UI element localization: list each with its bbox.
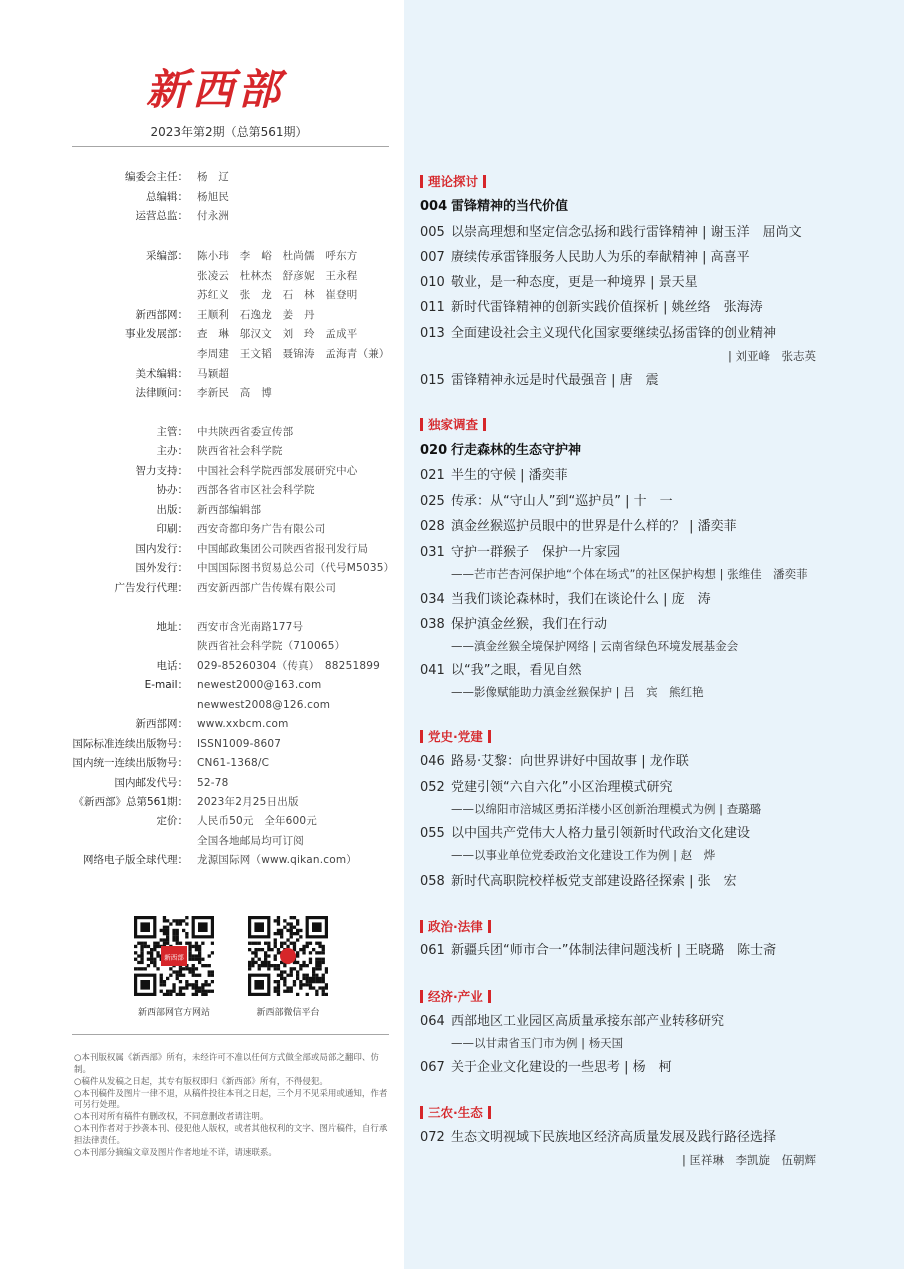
- article-subtitle-line: [451, 1035, 623, 1051]
- page-number: 061: [420, 943, 445, 958]
- info-label: 网络电子版全球代理：: [83, 854, 188, 866]
- logo-calligraphy: [130, 60, 300, 116]
- section-bar-right: [488, 730, 491, 743]
- section-bar-right: [488, 1106, 491, 1119]
- author-separator: |: [681, 1153, 690, 1167]
- note-item: ○稿件从发稿之日起，其专有版权即归《新西部》所有，不得侵犯。: [74, 1076, 328, 1087]
- toc-entry[interactable]: [420, 371, 659, 391]
- info-value: 李周建 王文韬 聂锦涛 孟海青（兼）: [197, 348, 390, 360]
- info-label: 主管：: [156, 426, 188, 438]
- info-row: [0, 580, 404, 596]
- section-bar-right: [483, 175, 486, 188]
- article-author-line: [682, 1152, 816, 1168]
- info-label: 印刷：: [156, 523, 188, 535]
- page-number: 046: [420, 754, 445, 769]
- author-separator: |: [620, 1060, 633, 1075]
- article-title: 行走森林的生态守护神: [451, 443, 582, 458]
- author-separator: |: [589, 639, 601, 653]
- page-number: 004: [420, 199, 448, 214]
- info-value: 人民币50元 全年600元: [197, 815, 318, 827]
- page-number: 015: [420, 373, 445, 388]
- info-row: [0, 385, 404, 401]
- author-separator: |: [698, 250, 711, 265]
- info-label: 运营总监：: [135, 210, 188, 222]
- author-separator: |: [637, 754, 650, 769]
- author-separator: |: [685, 874, 698, 889]
- info-value: 马颖超: [197, 368, 230, 380]
- info-value: ISSN1009-8607: [197, 738, 282, 750]
- info-value: 029-85260304（传真） 88251899: [197, 660, 380, 672]
- toc-entry[interactable]: [420, 466, 568, 486]
- article-author: 庞 涛: [671, 592, 711, 607]
- info-row: [0, 619, 404, 635]
- info-value: 西安奇都印务广告有限公司: [197, 523, 326, 535]
- article-subtitle-line: [451, 684, 704, 700]
- page-number: 013: [420, 326, 445, 341]
- page-number: 011: [420, 300, 445, 315]
- article-author: 姚丝络 张海涛: [671, 300, 763, 315]
- info-row: [0, 463, 404, 479]
- author-separator: |: [659, 300, 672, 315]
- section-bar-left: [420, 418, 423, 431]
- info-row: [0, 248, 404, 264]
- section-title: 经济·产业: [428, 989, 483, 1004]
- article-author: 王晓璐 陈士斋: [685, 943, 777, 958]
- info-label: 国内统一连续出版物号：: [72, 757, 188, 769]
- info-value: 龙源国际网（www.qikan.com）: [197, 854, 357, 866]
- info-value: www.xxbcm.com: [197, 718, 289, 730]
- article-author: 刘亚峰 张志英: [735, 349, 816, 363]
- toc-entry[interactable]: [420, 824, 750, 844]
- info-value: 新西部编辑部: [197, 504, 262, 516]
- info-row: [0, 366, 404, 382]
- toc-entry[interactable]: [420, 1058, 672, 1078]
- toc-entry[interactable]: [420, 1012, 724, 1032]
- info-value: 李新民 高 博: [197, 387, 272, 399]
- article-author: 唐 震: [619, 373, 659, 388]
- info-row: [0, 482, 404, 498]
- article-author: 十 一: [633, 494, 673, 509]
- page-number: 031: [420, 545, 445, 560]
- info-value: 陈小玮 李 峪 杜尚儒 呼东方: [197, 250, 358, 262]
- info-row: [0, 521, 404, 537]
- note-item: ○本刊稿件及图片一律不退，从稿件投往本刊之日起，三个月不见采用或通知，作者可另行处理。: [74, 1088, 388, 1110]
- article-title: 以崇高理想和坚定信念弘扬和践行雷锋精神: [451, 225, 699, 240]
- article-title: 以中国共产党伟大人格力量引领新时代政治文化建设: [451, 826, 751, 841]
- colophon: [0, 0, 404, 1269]
- section-bar-left: [420, 990, 423, 1003]
- article-subtitle: ——影像赋能助力滇金丝猴保护: [451, 685, 612, 699]
- article-author-line: [728, 348, 816, 364]
- info-row: [0, 268, 404, 284]
- toc-entry[interactable]: [420, 1128, 776, 1148]
- page-number: 072: [420, 1130, 445, 1145]
- info-value: 查 琳 邬汉文 刘 玲 孟成平: [197, 328, 358, 340]
- author-separator: |: [685, 519, 698, 534]
- info-row: [0, 658, 404, 674]
- section-bar-left: [420, 1106, 423, 1119]
- info-label: 广告发行代理：: [114, 582, 188, 594]
- section-heading: [420, 1103, 491, 1121]
- info-row: [0, 852, 404, 868]
- article-author: 景天星: [658, 275, 698, 290]
- article-author: 赵 烨: [680, 848, 716, 862]
- author-separator: |: [516, 468, 529, 483]
- author-separator: |: [646, 275, 659, 290]
- article-title: 守护一群猴子 保护一片家园: [451, 545, 621, 560]
- article-author: 杨 柯: [632, 1060, 672, 1075]
- article-title: 敬业，是一种态度，更是一种境界: [451, 275, 647, 290]
- info-row: [0, 208, 404, 224]
- qr-code-wechat[interactable]: [248, 916, 328, 996]
- info-label: 国内发行：: [135, 543, 188, 555]
- info-row: [0, 775, 404, 791]
- author-separator: |: [659, 592, 672, 607]
- page-number: 007: [420, 250, 445, 265]
- section-heading: [420, 917, 491, 935]
- info-label: 国内邮发代号：: [114, 777, 188, 789]
- article-author: 龙作联: [649, 754, 689, 769]
- info-row: [0, 189, 404, 205]
- article-subtitle-line: [451, 801, 761, 817]
- info-value: 苏红义 张 龙 石 林 崔登明: [197, 289, 358, 301]
- article-author: 匡祥琳 李凯旋 伍朝辉: [689, 1153, 816, 1167]
- info-row: [0, 424, 404, 440]
- toc-entry[interactable]: [420, 543, 620, 563]
- section-bar-right: [483, 418, 486, 431]
- article-author: 张 宏: [697, 874, 737, 889]
- info-row: [0, 307, 404, 323]
- note-item: ○本刊作者对于抄袭本刊、侵犯他人版权，或者其他权利的文字、图片稿件，自行承担法律责任。: [74, 1124, 388, 1146]
- toc-entry[interactable]: [420, 661, 581, 681]
- info-row: [0, 736, 404, 752]
- info-label: 国外发行：: [135, 562, 188, 574]
- info-label: 主办：: [156, 445, 188, 457]
- info-value: 52-78: [197, 777, 229, 789]
- page-number: 020: [420, 443, 448, 458]
- info-row: [0, 677, 404, 693]
- article-author: 吕 宾 熊红艳: [623, 685, 704, 699]
- author-separator: |: [715, 802, 727, 816]
- info-label: 采编部：: [146, 250, 188, 262]
- info-value: 西安新西部广告传媒有限公司: [197, 582, 337, 594]
- page-number: 055: [420, 826, 445, 841]
- article-title: 生态文明视域下民族地区经济高质量发展及践行路径选择: [451, 1130, 777, 1145]
- info-row: [0, 560, 404, 576]
- info-label: 编委会主任：: [125, 171, 188, 183]
- section-heading: [420, 727, 491, 745]
- info-value: 陕西省社会科学院（710065）: [197, 640, 346, 652]
- info-value: 中国邮政集团公司陕西省报刊发行局: [197, 543, 369, 555]
- article-title: 新疆兵团“师市合一”体制法律问题浅析: [451, 943, 673, 958]
- section-bar-left: [420, 730, 423, 743]
- page-number: 038: [420, 617, 445, 632]
- info-value: 全国各地邮局均可订阅: [197, 835, 304, 847]
- info-value: 中共陕西省委宣传部: [197, 426, 294, 438]
- toc-entry[interactable]: [420, 517, 737, 537]
- info-label: 总编辑：: [146, 191, 188, 203]
- article-title: 新时代雷锋精神的创新实践价值探析: [451, 300, 660, 315]
- article-subtitle: ——滇金丝猴全境保护网络: [451, 639, 589, 653]
- info-row: [0, 638, 404, 654]
- copyright-notes: [74, 1053, 392, 1160]
- info-value: newwest2008@126.com: [197, 699, 331, 711]
- article-subtitle: ——以事业单位党委政治文化建设工作为例: [451, 848, 670, 862]
- author-separator: |: [698, 225, 711, 240]
- toc-entry[interactable]: [420, 590, 711, 610]
- article-title: 雷锋精神的当代价值: [451, 199, 569, 214]
- qr-code-website[interactable]: [134, 916, 214, 996]
- info-row: [0, 326, 404, 342]
- page-number: 067: [420, 1060, 445, 1075]
- qr-caption-wechat: 新西部微信平台: [256, 1008, 320, 1018]
- page-number: 041: [420, 663, 445, 678]
- article-title: 滇金丝猴巡护员眼中的世界是什么样的？: [451, 519, 686, 534]
- article-subtitle-line: [451, 566, 808, 582]
- author-separator: |: [612, 685, 624, 699]
- page-number: 034: [420, 592, 445, 607]
- author-separator: |: [727, 349, 736, 363]
- qr-logo-text: 新西部: [164, 953, 184, 962]
- info-label: 法律顾问：: [135, 387, 188, 399]
- info-value: 付永洲: [197, 210, 230, 222]
- info-row: [0, 813, 404, 829]
- section-title: 政治·法律: [428, 919, 483, 934]
- section-title: 独家调查: [428, 417, 479, 432]
- info-row: [0, 443, 404, 459]
- info-value: 陕西省社会科学院: [197, 445, 283, 457]
- article-title: 以“我”之眼，看见自然: [451, 663, 582, 678]
- svg-text:新西部: 新西部: [145, 65, 285, 114]
- toc-entry[interactable]: [420, 752, 689, 772]
- author-separator: |: [607, 373, 620, 388]
- author-separator: |: [620, 494, 634, 509]
- info-label: 电话：: [156, 660, 188, 672]
- info-label: 协办：: [156, 484, 188, 496]
- section-title: 三农·生态: [428, 1105, 483, 1120]
- qr-code-icon: [134, 916, 214, 996]
- article-author: 谢玉洋 屈尚文: [710, 225, 802, 240]
- article-subtitle-line: [451, 638, 738, 654]
- note-item: ○本刊部分摘编文章及图片作者地址不详，请速联系。: [74, 1147, 277, 1158]
- page-number: 058: [420, 874, 445, 889]
- article-author: 潘奕菲: [697, 519, 737, 534]
- article-author: 高喜平: [710, 250, 750, 265]
- article-author: 张维佳 潘奕菲: [727, 567, 808, 581]
- info-row: [0, 541, 404, 557]
- info-label: 智力支持：: [135, 465, 188, 477]
- page-number: 028: [420, 519, 445, 534]
- info-label: 美术编辑：: [135, 368, 188, 380]
- page-number: 010: [420, 275, 445, 290]
- info-row: [0, 697, 404, 713]
- author-separator: |: [577, 1036, 589, 1050]
- page-number: 005: [420, 225, 445, 240]
- section-bar-right: [488, 920, 491, 933]
- info-value: newest2000@163.com: [197, 679, 322, 691]
- info-row: [0, 287, 404, 303]
- article-subtitle-line: [451, 847, 715, 863]
- info-row: [0, 833, 404, 849]
- article-title: 当我们谈论森林时，我们在谈论什么: [451, 592, 660, 607]
- author-separator: |: [669, 848, 681, 862]
- toc-entry[interactable]: [420, 441, 581, 461]
- article-author: 杨天国: [588, 1036, 624, 1050]
- article-title: 半生的守候: [451, 468, 517, 483]
- info-row: [0, 169, 404, 185]
- section-heading: [420, 415, 486, 433]
- qr-caption-website: 新西部网官方网站: [137, 1008, 210, 1018]
- info-value: 西安市含光南路177号: [197, 621, 304, 633]
- divider: [72, 1034, 389, 1035]
- article-title: 新时代高职院校样板党支部建设路径探索: [451, 874, 686, 889]
- info-row: [0, 755, 404, 771]
- info-row: [0, 502, 404, 518]
- info-value: CN61-1368/C: [197, 757, 270, 769]
- section-bar-left: [420, 175, 423, 188]
- info-value: 中国社会科学院西部发展研究中心: [197, 465, 358, 477]
- toc-entry[interactable]: [420, 298, 763, 318]
- note-item: ○本刊对所有稿件有删改权，不同意删改者请注明。: [74, 1112, 269, 1122]
- info-label: 新西部网：: [135, 309, 188, 321]
- article-subtitle: ——芒市芒杏河保护地“个体在场式”的社区保护构想: [451, 567, 716, 581]
- info-row: [0, 794, 404, 810]
- toc-entry[interactable]: [420, 941, 776, 961]
- info-label: 定价：: [156, 815, 188, 827]
- article-author: 潘奕菲: [528, 468, 568, 483]
- info-value: 杨 辽: [197, 171, 230, 183]
- article-title: 传承：从“守山人”到“巡护员”: [451, 494, 621, 509]
- article-title: 赓续传承雷锋服务人民助人为乐的奉献精神: [451, 250, 699, 265]
- toc-entry[interactable]: [420, 248, 750, 268]
- section-bar-left: [420, 920, 423, 933]
- article-subtitle: ——以甘肃省玉门市为例: [451, 1036, 578, 1050]
- info-label: 地址：: [156, 621, 188, 633]
- info-label: 出版：: [156, 504, 188, 516]
- section-title: 党史·党建: [428, 729, 483, 744]
- article-title: 路易·艾黎：向世界讲好中国故事: [451, 754, 638, 769]
- info-value: 西部各省市区社会科学院: [197, 484, 315, 496]
- qr-code-icon: [248, 916, 328, 996]
- info-label: 《新西部》总第561期：: [73, 796, 188, 808]
- toc-entry[interactable]: [420, 223, 802, 243]
- page-number: 025: [420, 494, 445, 509]
- article-title: 保护滇金丝猴，我们在行动: [451, 617, 608, 632]
- section-heading: [420, 987, 491, 1005]
- section-title: 理论探讨: [428, 174, 479, 189]
- divider: [72, 146, 389, 147]
- toc-entry[interactable]: [420, 273, 698, 293]
- section-heading: [420, 172, 486, 190]
- article-title: 关于企业文化建设的一些思考: [451, 1060, 621, 1075]
- article-author: 云南省绿色环境发展基金会: [600, 639, 739, 653]
- page-number: 021: [420, 468, 445, 483]
- toc-entry[interactable]: [420, 615, 607, 635]
- toc-entry[interactable]: [420, 197, 568, 217]
- info-row: [0, 346, 404, 362]
- toc-entry[interactable]: [420, 778, 672, 798]
- info-label: 国际标准连续出版物号：: [72, 738, 188, 750]
- toc-entry[interactable]: [420, 872, 737, 892]
- page-number: 064: [420, 1014, 445, 1029]
- author-separator: |: [715, 567, 728, 581]
- section-bar-right: [488, 990, 491, 1003]
- article-title: 党建引领“六自六化”小区治理模式研究: [451, 780, 673, 795]
- info-label: 事业发展部：: [125, 328, 188, 340]
- author-separator: |: [672, 943, 686, 958]
- info-row: [0, 716, 404, 732]
- magazine-logo: [130, 60, 300, 116]
- info-value: 2023年2月25日出版: [197, 796, 299, 808]
- info-label: E-mail：: [144, 679, 188, 691]
- info-value: 张凌云 杜林杰 舒彦妮 王永程: [197, 270, 358, 282]
- info-value: 中国国际图书贸易总公司（代号M5035）: [197, 562, 395, 574]
- page-number: 052: [420, 780, 445, 795]
- article-title: 西部地区工业园区高质量承接东部产业转移研究: [451, 1014, 725, 1029]
- article-title: 全面建设社会主义现代化国家要继续弘扬雷锋的创业精神: [451, 326, 777, 341]
- article-subtitle: ——以绵阳市涪城区勇拓洋楼小区创新治理模式为例: [451, 802, 716, 816]
- toc-entry[interactable]: [420, 492, 673, 512]
- info-value: 杨旭民: [197, 191, 230, 203]
- info-label: 新西部网：: [135, 718, 188, 730]
- note-item: ○本刊版权属《新西部》所有，未经许可不准以任何方式做全部或局部之翻印、仿制。: [74, 1053, 379, 1075]
- info-value: 王顺利 石逸龙 姜 丹: [197, 309, 315, 321]
- qr-logo: [280, 948, 296, 964]
- toc-entry[interactable]: [420, 324, 776, 344]
- issue-number: 2023年第2期（总第561期）: [150, 125, 308, 139]
- article-author: 查璐璐: [726, 802, 762, 816]
- article-title: 雷锋精神永远是时代最强音: [451, 373, 608, 388]
